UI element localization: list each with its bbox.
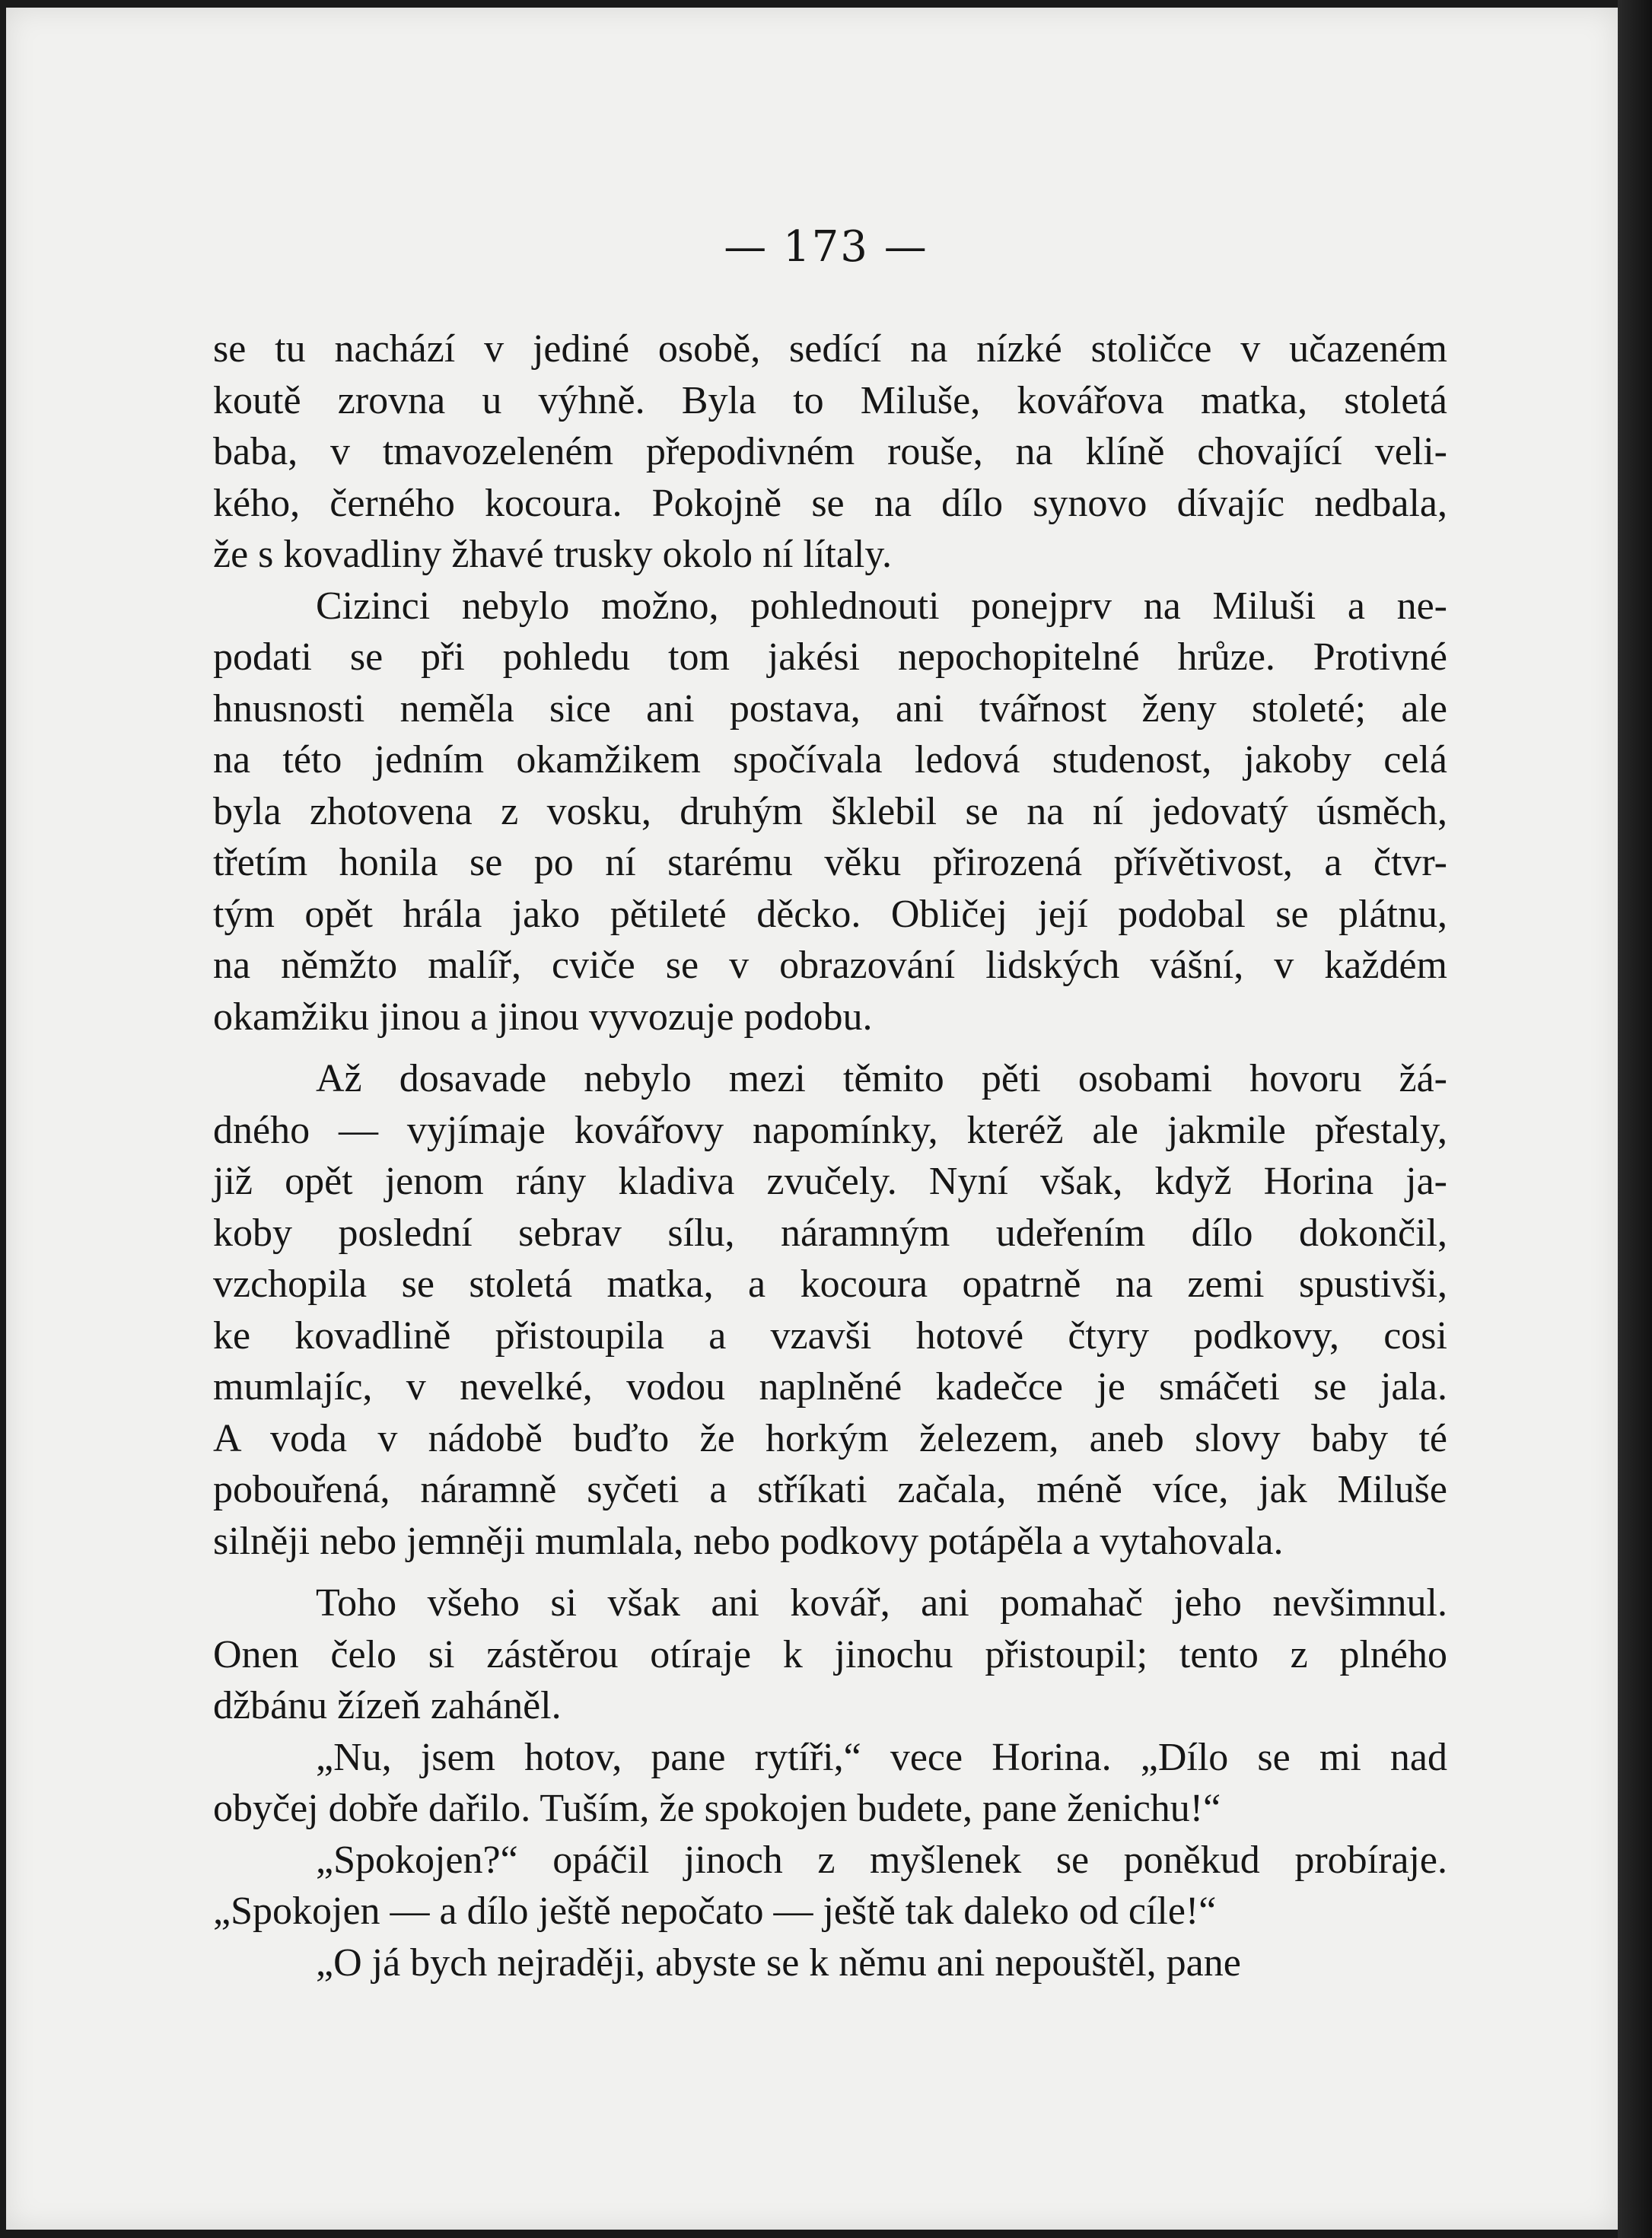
text-line: že s kovadliny žhavé trusky okolo ní lítaly.: [213, 533, 892, 576]
paragraph: [213, 1732, 1447, 1835]
text-line: okamžiku jinou a jinou vyvozuje podobu.: [213, 995, 873, 1039]
text-line: baba, v tmavozeleném přepodivném rouše, na klíně chovající veli-: [213, 430, 1447, 473]
text-line: se tu nachází v jediné osobě, sedící na nízké stoličce v učazeném: [213, 327, 1447, 371]
text-line: hnusnosti neměla sice ani postava, ani tvářnost ženy stoleté; ale: [213, 686, 1447, 731]
paragraph: [213, 1577, 1447, 1732]
text-line: na této jedním okamžikem spočívala ledová studenost, jakoby celá: [213, 738, 1447, 782]
text-line: obyčej dobře dařilo. Tuším, že spokojen budete, pane ženichu!“: [213, 1787, 1221, 1830]
paragraph-gap: [213, 1043, 1447, 1053]
text-line: silněji nebo jemněji mumlala, nebo podkovy potápěla a vytahovala.: [213, 1519, 1284, 1563]
text-line: kého, černého kocoura. Pokojně se na dílo synovo dívajíc nedbala,: [213, 481, 1447, 525]
text-line: pobouřená, náramně syčeti a stříkati začala, méně více, jak Miluše: [213, 1468, 1447, 1511]
text-line: mumlajíc, v nevelké, vodou naplněné kadečce je smáčeti se jala.: [213, 1365, 1447, 1409]
text-line: byla zhotovena z vosku, druhým šklebil se na ní jedovatý úsměch,: [213, 789, 1447, 833]
text-line: „Spokojen — a dílo ještě nepočato — ještě tak daleko od cíle!“: [213, 1889, 1217, 1933]
text-line: vzchopila se stoletá matka, a kocoura opatrně na zemi spustivši,: [213, 1262, 1447, 1306]
text-line: Až dosavade nebylo mezi těmito pěti osobami hovoru žá-: [316, 1057, 1447, 1100]
text-line: džbánu žízeň zaháněl.: [213, 1684, 562, 1727]
body-text: [213, 323, 1447, 1988]
paragraph: [213, 1835, 1447, 1937]
text-line: třetím honila se po ní starému věku přirozená přívětivost, a čtvr-: [213, 841, 1447, 884]
page-edge-shadow: [1618, 0, 1652, 2238]
text-line: Cizinci nebylo možno, pohlednouti ponejprv na Miluši a ne-: [316, 584, 1447, 628]
text-line: dného — vyjímaje kovářovy napomínky, kteréž ale jakmile přestaly,: [213, 1108, 1447, 1152]
paragraph: [213, 1053, 1447, 1567]
text-line: A voda v nádobě buďto že horkým železem, aneb slovy baby té: [213, 1416, 1447, 1460]
text-line: tým opět hrála jako pětileté děcko. Obličej její podobal se plátnu,: [213, 892, 1447, 936]
text-line: již opět jenom rány kladiva zvučely. Nyní však, když Horina ja-: [213, 1160, 1447, 1203]
text-line: „Spokojen?“ opáčil jinoch z myšlenek se poněkud probíraje.: [316, 1838, 1447, 1882]
paragraph: [213, 323, 1447, 581]
text-line: na němžto malíř, cviče se v obrazování lidských vášní, v každém: [213, 944, 1447, 987]
text-line: „O já bych nejraději, abyste se k němu ani nepouštěl, pane: [316, 1940, 1241, 1985]
text-line: „Nu, jsem hotov, pane rytíři,“ vece Horina. „Dílo se mi nad: [316, 1735, 1447, 1779]
text-line: koby poslední sebrav sílu, náramným udeřením dílo dokončil,: [213, 1211, 1447, 1255]
text-line: ke kovadlině přistoupila a vzavši hotové čtyry podkovy, cosi: [213, 1313, 1447, 1358]
text-line: koutě zrovna u výhně. Byla to Miluše, kovářova matka, stoletá: [213, 378, 1447, 422]
text-line: Toho všeho si však ani kovář, ani pomahač jeho nevšimnul.: [316, 1581, 1447, 1625]
text-line: podati se při pohledu tom jakési nepochopitelné hrůze. Protivné: [213, 635, 1447, 679]
text-line: Onen čelo si zástěrou otíraje k jinochu přistoupil; tento z plného: [213, 1632, 1447, 1676]
page-number: — 173 —: [724, 222, 928, 272]
paragraph-gap: [213, 1567, 1447, 1577]
paragraph: [213, 1937, 1447, 1989]
paragraph: [213, 581, 1447, 1043]
